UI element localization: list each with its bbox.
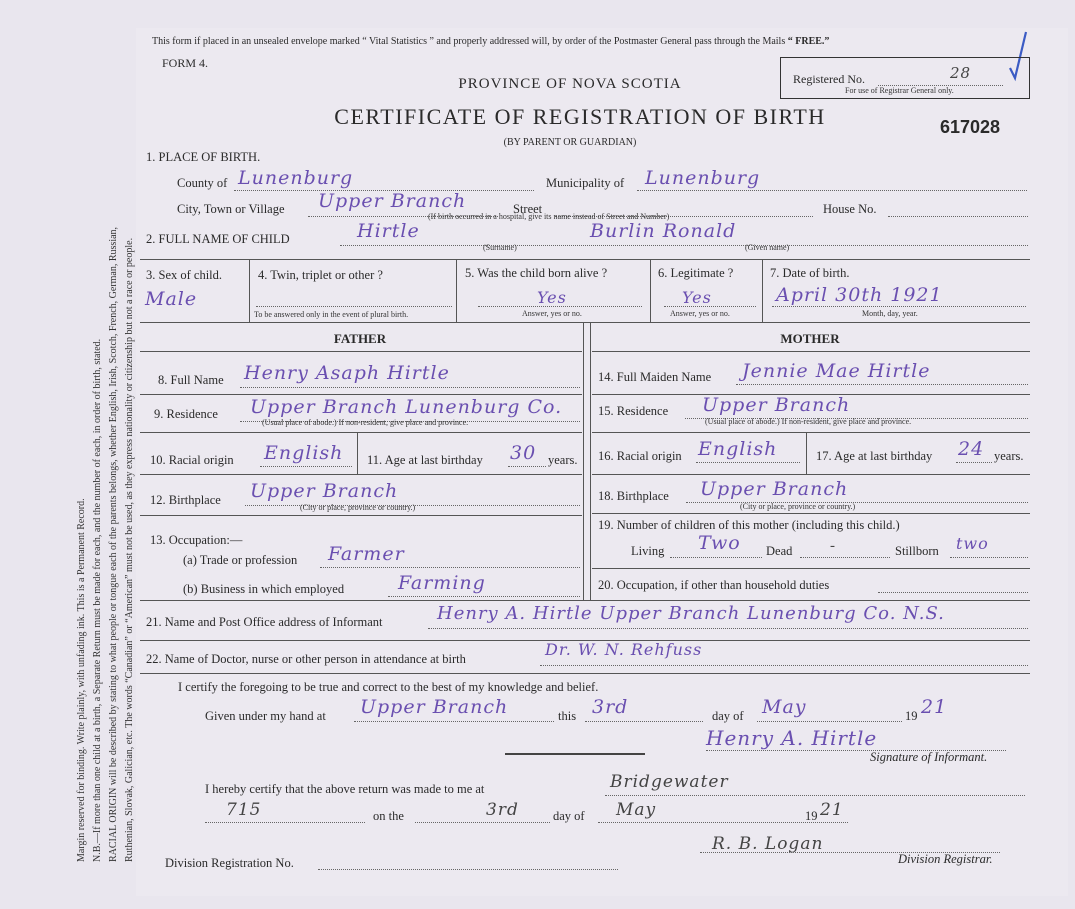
city-value: Upper Branch: [318, 190, 467, 212]
stillborn-label: Stillborn: [895, 544, 939, 558]
date-note: Month, day, year.: [862, 309, 918, 318]
mother-birthplace-value: Upper Branch: [700, 478, 849, 500]
margin-notice-2: N.B.—If more than one child at a birth, a Separate Return must be made for each, and the number of each, in order of birth, stated.: [92, 338, 103, 862]
father-birthplace-label: 12. Birthplace: [150, 493, 221, 507]
registered-value: 28: [950, 64, 972, 82]
division-registrar-label: Division Registrar.: [898, 852, 993, 866]
registrar-dayof-label: day of: [553, 809, 585, 823]
margin-notice-1: Margin reserved for binding. Write plainly, with unfading ink. This is a Permanent Record.: [76, 498, 87, 862]
father-name-value: Henry Asaph Hirtle: [244, 362, 450, 384]
father-residence-note: (Usual place of abode.) If non-resident, give place and province.: [262, 418, 469, 427]
registrar-use-note: For use of Registrar General only.: [845, 86, 954, 95]
certify-year-prefix: 19: [905, 709, 918, 723]
stillborn-value: two: [956, 534, 989, 553]
registrar-year-value: 21: [820, 800, 844, 820]
mother-residence-note: (Usual place of abode.) If non-resident, give place and province.: [705, 417, 912, 426]
certify-dayof-label: day of: [712, 709, 744, 723]
division-registration-label: Division Registration No.: [165, 856, 294, 870]
mother-occupation-label: 20. Occupation, if other than household duties: [598, 578, 830, 592]
page-subtitle: (BY PARENT OR GUARDIAN): [503, 137, 637, 148]
city-label: City, Town or Village: [177, 202, 285, 216]
registered-label: Registered No.: [793, 72, 865, 86]
father-birthplace-note: (City or place, province or country.): [300, 503, 416, 512]
business-value: Farming: [398, 572, 486, 594]
dead-value: -: [830, 538, 835, 554]
child-name-label: 2. FULL NAME OF CHILD: [146, 232, 290, 246]
mother-age-unit: years.: [994, 449, 1024, 463]
child-given-value: Burlin Ronald: [590, 220, 737, 242]
registrar-on-label: on the: [373, 809, 404, 823]
doctor-label: 22. Name of Doctor, nurse or other person in attendance at birth: [146, 652, 466, 666]
date-label: 7. Date of birth.: [770, 266, 850, 280]
trade-label: (a) Trade or profession: [183, 553, 298, 567]
given-note: (Given name): [745, 243, 790, 252]
informant-value: Henry A. Hirtle Upper Branch Lunenburg Co. N.S.: [437, 603, 945, 624]
certificate-number: 617028: [940, 117, 1001, 137]
sex-value: Male: [145, 288, 198, 310]
certify-year-value: 21: [921, 696, 948, 718]
mother-birthplace-label: 18. Birthplace: [598, 489, 669, 503]
this-label: this: [558, 709, 577, 723]
registrar-month-value: May: [616, 800, 657, 820]
mother-residence-label: 15. Residence: [598, 404, 669, 418]
registrar-number-value: 715: [226, 800, 262, 820]
hospital-note: (If birth occurred in a hospital, give its name instead of Street and Number): [428, 212, 670, 221]
twin-label: 4. Twin, triplet or other ?: [258, 268, 383, 282]
certify-text: I certify the foregoing to be true and correct to the best of my knowledge and belief.: [178, 680, 599, 694]
form-number: FORM 4.: [162, 56, 209, 70]
legitimate-value: Yes: [682, 288, 712, 307]
children-count-label: 19. Number of children of this mother (including this child.): [598, 518, 900, 532]
alive-note: Answer, yes or no.: [522, 309, 582, 318]
street-label: Street: [513, 202, 543, 216]
mother-name-value: Jennie Mae Hirtle: [742, 360, 931, 382]
margin-notice-3: RACIAL ORIGIN will be described by stating to what people or tongue each of the parents belongs, whether English, Irish, Scotch, French, German, Russian,: [108, 226, 119, 862]
alive-value: Yes: [537, 288, 567, 307]
dead-label: Dead: [766, 544, 793, 558]
given-under-label: Given under my hand at: [205, 709, 326, 723]
father-age-unit: years.: [548, 453, 578, 467]
postal-notice: [152, 36, 829, 47]
date-value: April 30th 1921: [776, 284, 943, 306]
twin-note: To be answered only in the event of plural birth.: [254, 310, 409, 319]
father-residence-label: 9. Residence: [154, 407, 218, 421]
mother-residence-value: Upper Branch: [702, 394, 851, 416]
mother-birthplace-note: (City or place, province or country.): [740, 502, 856, 511]
father-birthplace-value: Upper Branch: [250, 480, 399, 502]
registrar-place-value: Bridgewater: [610, 772, 729, 792]
child-surname-value: Hirtle: [357, 220, 420, 242]
father-age-value: 30: [510, 442, 537, 464]
informant-label: 21. Name and Post Office address of Informant: [146, 615, 383, 629]
doctor-value: Dr. W. N. Rehfuss: [545, 640, 703, 659]
county-label: County of: [177, 176, 228, 190]
father-name-label: 8. Full Name: [158, 373, 224, 387]
mother-race-label: 16. Racial origin: [598, 449, 682, 463]
mother-age-value: 24: [958, 438, 985, 460]
trade-value: Farmer: [328, 543, 405, 565]
father-occupation-label: 13. Occupation:—: [150, 533, 243, 547]
place-of-birth-label: 1. PLACE OF BIRTH.: [146, 150, 261, 164]
given-place-value: Upper Branch: [360, 696, 509, 718]
mother-race-value: English: [698, 438, 778, 460]
municipality-value: Lunenburg: [645, 167, 761, 189]
certify-month-value: May: [762, 696, 807, 718]
notice-pre: This form if placed in an unsealed envelope marked: [152, 36, 360, 47]
legitimate-note: Answer, yes or no.: [670, 309, 730, 318]
mother-age-label: 17. Age at last birthday: [816, 449, 933, 463]
registrar-day-value: 3rd: [486, 800, 519, 820]
living-value: Two: [698, 532, 741, 554]
mother-name-label: 14. Full Maiden Name: [598, 370, 712, 384]
father-age-label: 11. Age at last birthday: [367, 453, 483, 467]
county-value: Lunenburg: [238, 167, 354, 189]
informant-signature: Henry A. Hirtle: [706, 726, 878, 750]
page-title: CERTIFICATE OF REGISTRATION OF BIRTH: [334, 104, 826, 129]
notice-vital: “ Vital Statistics ”: [362, 36, 434, 47]
business-label: (b) Business in which employed: [183, 582, 345, 596]
margin-notice-4: Ruthenian, Slovak, Galician, etc. The words “Canadian” or “American” must not be used, as they express nationality or citizenship but not a race or people.: [124, 237, 135, 862]
registrar-certify-text: I hereby certify that the above return was made to me at: [205, 782, 485, 796]
legitimate-label: 6. Legitimate ?: [658, 266, 734, 280]
registrar-year-prefix: 19: [805, 809, 818, 823]
certify-day-value: 3rd: [592, 696, 629, 718]
notice-free: “ FREE.”: [787, 36, 830, 47]
father-heading: FATHER: [333, 331, 387, 346]
living-label: Living: [631, 544, 665, 558]
surname-note: (Surname): [483, 243, 517, 252]
house-number-label: House No.: [823, 202, 877, 216]
father-race-value: English: [264, 442, 344, 464]
informant-signature-label: Signature of Informant.: [870, 750, 988, 764]
mother-heading: MOTHER: [780, 331, 840, 346]
notice-mid: and properly addressed will, by order of the Postmaster General pass through the Mails: [433, 36, 786, 47]
registrar-signature: R. B. Logan: [712, 834, 824, 854]
father-race-label: 10. Racial origin: [150, 453, 234, 467]
alive-label: 5. Was the child born alive ?: [465, 266, 608, 280]
father-residence-value: Upper Branch Lunenburg Co.: [250, 396, 563, 418]
municipality-label: Municipality of: [546, 176, 625, 190]
province-title: PROVINCE OF NOVA SCOTIA: [458, 76, 682, 92]
sex-label: 3. Sex of child.: [146, 268, 223, 282]
